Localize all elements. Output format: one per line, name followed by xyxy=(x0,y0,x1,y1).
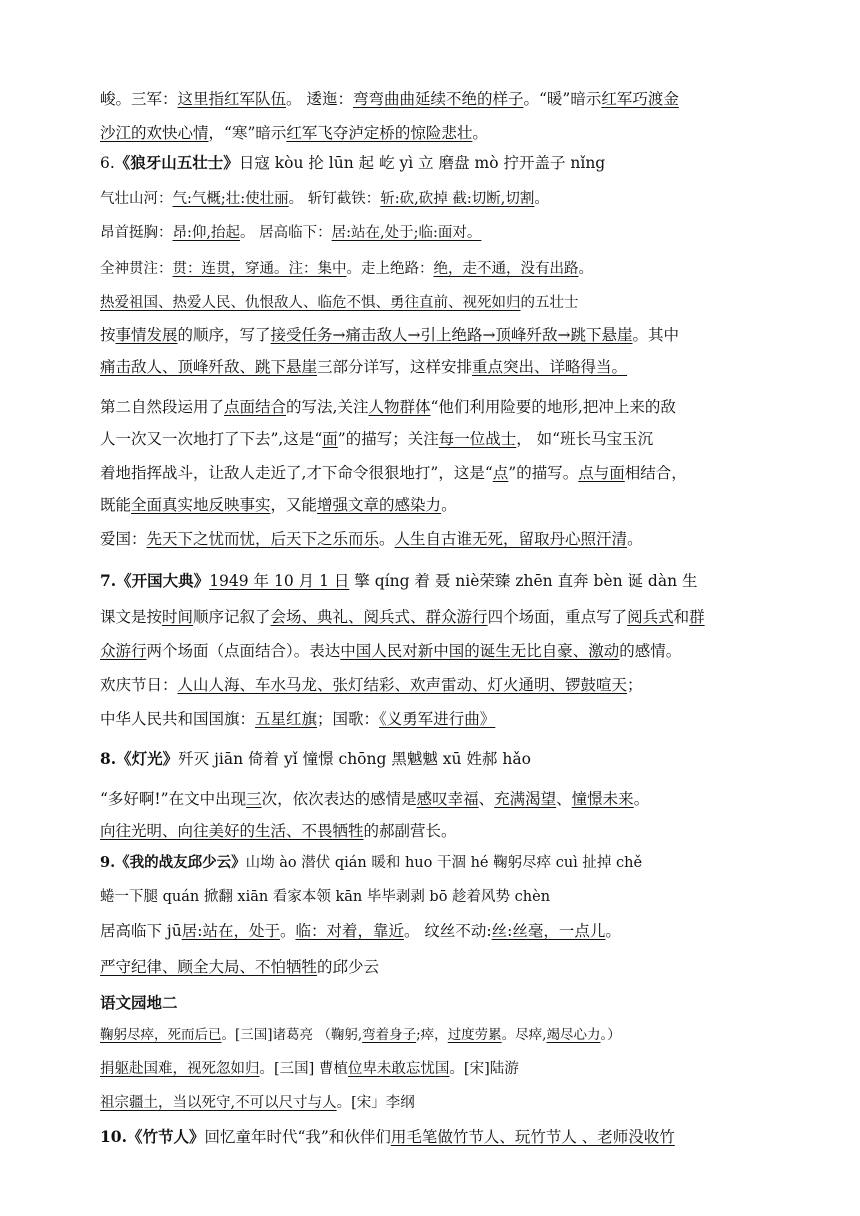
text-span: 。走上绝路： xyxy=(346,261,434,277)
underlined-text: 居:站在,处于;临:面对。 xyxy=(331,225,482,241)
text-span: 气壮山河： xyxy=(100,191,173,207)
underlined-text: 红军飞夺泸定桥的惊险悲壮 xyxy=(286,124,473,142)
text-line xyxy=(100,258,765,280)
text-span: 相结合， xyxy=(624,464,687,482)
text-line xyxy=(100,396,765,418)
text-span: 和 xyxy=(673,608,690,626)
text-line xyxy=(100,1058,765,1080)
heading-text: 10.《竹节人》 xyxy=(100,1127,205,1146)
text-span: 既能 xyxy=(100,496,132,514)
text-span: 。 xyxy=(627,530,643,548)
text-line xyxy=(100,122,765,144)
lesson-10-heading xyxy=(100,1126,765,1148)
text-line xyxy=(100,188,765,210)
underlined-text: 事情发展 xyxy=(115,326,178,344)
text-span: 。[宋]陆游 xyxy=(449,1061,519,1077)
lesson-6-heading xyxy=(100,152,765,174)
underlined-text: 居:站在，处于 xyxy=(181,922,280,940)
text-span: 。 居高临下： xyxy=(240,225,332,241)
underlined-text: 热爱祖国、热爱人民、仇恨敌人、临危不惧、勇往直前、视死如归 xyxy=(100,295,521,311)
underlined-text: 人生自古谁无死，留取丹心照汗清 xyxy=(394,530,628,548)
text-span: 居高临下 jū xyxy=(100,922,182,940)
text-line xyxy=(100,920,765,942)
underlined-text: 鞠躬尽瘁，死而后已 xyxy=(100,1027,222,1043)
text-span: ，“寒”暗示 xyxy=(208,124,287,142)
underlined-text: 向往光明、向往美好的生活、不畏牺牲 xyxy=(100,822,364,840)
underlined-text: 《义勇军进行曲》 xyxy=(379,710,496,728)
text-span: 回忆童年时代“我”和伙伴们 xyxy=(204,1128,391,1146)
underlined-text: 痛击敌人、顶峰歼敌、跳下悬崖 xyxy=(100,358,318,376)
underlined-text: 憧憬未来 xyxy=(571,790,634,808)
text-span: 三部分详写，这样安排 xyxy=(317,358,473,376)
underlined-text: 接受任务→痛击敌人→引上绝路→顶峰歼敌→跳下悬崖 xyxy=(270,326,633,344)
text-span: 次，依次表达的感情是 xyxy=(261,790,417,808)
text-span: 着地指挥战斗，让敌人走近了,才下命令很狠地打”，这是“ xyxy=(100,464,493,482)
text-line xyxy=(100,494,765,516)
text-line xyxy=(100,88,765,110)
underlined-text: 这里指红军队伍 xyxy=(177,90,287,108)
lesson-9-heading xyxy=(100,852,765,874)
underlined-text: 贯：连贯，穿通。注：集中 xyxy=(172,261,347,277)
text-span: 全神贯注： xyxy=(100,261,173,277)
underlined-text: 五星红旗 xyxy=(255,710,318,728)
text-span: ，又能 xyxy=(270,496,318,514)
heading-text: 语文园地二 xyxy=(100,993,178,1012)
text-span: 。其中 xyxy=(632,326,680,344)
text-span: 人一次又一次地打了下去”,这是“ xyxy=(100,430,323,448)
text-line xyxy=(100,820,765,842)
text-span: ”的描写。 xyxy=(508,464,579,482)
text-line xyxy=(100,640,765,662)
text-line xyxy=(100,788,765,810)
underlined-text: 丝:丝毫，一点儿 xyxy=(491,922,606,940)
text-line xyxy=(100,462,765,484)
text-span: 中华人民共和国国旗： xyxy=(100,710,256,728)
text-span: 峻。三军： xyxy=(100,90,178,108)
underlined-text: 重点突出、详略得当。 xyxy=(472,358,628,376)
text-line xyxy=(100,356,765,378)
underlined-text: 先天下之忧而忧，后天下之乐而乐 xyxy=(146,530,380,548)
underlined-text: 沙江的欢快心情 xyxy=(100,124,209,142)
text-line xyxy=(100,324,765,346)
text-span: 第二自然段运用了 xyxy=(100,398,225,416)
text-line xyxy=(100,674,765,696)
underlined-text: 临：对着，靠近 xyxy=(295,922,404,940)
text-span: 四个场面，重点写了 xyxy=(487,608,628,626)
underlined-text: 全面真实地反映事实 xyxy=(131,496,271,514)
text-span: 、 xyxy=(478,790,495,808)
underlined-text: 红军巧渡金 xyxy=(601,90,679,108)
text-span: ； xyxy=(627,676,643,694)
text-span: 爱国： xyxy=(100,530,147,548)
text-span: 。 xyxy=(379,530,395,548)
text-span: 。 xyxy=(472,124,488,142)
text-span: 山坳 ào 潜伏 qián 暖和 huo 干涸 hé 鞠躬尽瘁 cuì 扯掉 chě xyxy=(245,855,643,871)
text-span: 。[三国]诸葛亮 （鞠躬, xyxy=(221,1027,363,1043)
text-span: ;瘁， xyxy=(416,1027,448,1043)
underlined-text: 会场、典礼、阅兵式、群众游行 xyxy=(270,608,488,626)
text-line xyxy=(100,708,765,730)
underlined-text: 每一位战士 xyxy=(438,430,517,448)
text-span: 擎 qíng 着 聂 niè荣臻 zhēn 直奔 bèn 诞 dàn 生 xyxy=(349,572,698,590)
text-line xyxy=(100,292,765,314)
text-line xyxy=(100,956,765,978)
text-span: 。 xyxy=(441,496,457,514)
text-span: 的写法,关注 xyxy=(286,398,369,416)
text-span: 。 斩钉截铁： xyxy=(288,191,381,207)
underlined-text: 斩:砍,砍掉 截:切断,切割 xyxy=(380,191,535,207)
underlined-text: 点面结合 xyxy=(224,398,287,416)
underlined-text: 用毛笔做竹节人、玩竹节人 、老师没收竹 xyxy=(390,1128,675,1146)
underlined-text: 中国人民对新中国的诞生无比自豪、激动 xyxy=(340,642,620,660)
text-span: 。“暖”暗示 xyxy=(523,90,602,108)
lesson-8-heading xyxy=(100,748,765,770)
text-span: 的感情。 xyxy=(619,642,682,660)
text-span: “多好啊!”在文中出现 xyxy=(100,790,247,808)
text-span: 。尽瘁, xyxy=(501,1027,547,1043)
text-span: 。[三国] 曹植 xyxy=(259,1061,348,1077)
text-line xyxy=(100,528,765,550)
underlined-text: 群 xyxy=(689,608,705,626)
underlined-text: 气:气概;壮:使壮丽 xyxy=(172,191,289,207)
text-span: 6. xyxy=(100,154,115,172)
text-span: 、 xyxy=(556,790,572,808)
text-span: 的五壮士 xyxy=(520,295,579,311)
text-span: 的郝副营长。 xyxy=(363,822,457,840)
text-span: 欢庆节日： xyxy=(100,676,178,694)
underlined-text: 绝，走不通，没有出路 xyxy=(433,261,579,277)
underlined-text: 位卑未敢忘忧国 xyxy=(347,1061,450,1077)
text-span: “他们利用险要的地形,把冲上来的敌 xyxy=(430,398,676,416)
underlined-text: 充满渴望 xyxy=(494,790,557,808)
text-span: 。 xyxy=(605,922,621,940)
text-span: 的邱少云 xyxy=(317,958,380,976)
underlined-text: 弯弯曲曲延续不绝的样子 xyxy=(352,90,524,108)
text-span: 课文是按 xyxy=(100,608,163,626)
text-span: 。 纹丝不动: xyxy=(403,922,492,940)
text-span: ， 如“班长马宝玉沉 xyxy=(516,430,654,448)
underlined-text: 严守纪律、顾全大局、不怕牺牲 xyxy=(100,958,318,976)
underlined-text: 三 xyxy=(246,790,262,808)
underlined-text: 众游行 xyxy=(100,642,147,660)
underlined-text: 竭尽心力 xyxy=(546,1027,601,1043)
underlined-text: 捐躯赴国难，视死忽如归 xyxy=(100,1061,260,1077)
underlined-text: 点与面 xyxy=(578,464,625,482)
underlined-text: 昂:仰,抬起 xyxy=(172,225,240,241)
heading-text: 9.《我的战友邱少云》 xyxy=(100,854,246,871)
text-span: 。 xyxy=(534,191,549,207)
text-span: 。[宋」李纲 xyxy=(336,1095,415,1111)
text-line xyxy=(100,1092,765,1114)
underlined-text: 感叹幸福 xyxy=(416,790,479,808)
text-span: 蜷一下腿 quán 掀翻 xiān 看家本领 kān 毕毕剥剥 bō 趁着风势 chèn xyxy=(100,889,551,905)
underlined-text: 面 xyxy=(322,430,338,448)
underlined-text: 点 xyxy=(492,464,509,482)
underlined-text: 阅兵式 xyxy=(627,608,674,626)
underlined-text: 时间 xyxy=(162,608,194,626)
heading-text: 7.《开国大典》 xyxy=(100,571,210,590)
text-span: 歼灭 jiān 倚着 yǐ 憧憬 chōng 黑魆魆 xū 姓郝 hǎo xyxy=(178,750,531,768)
underlined-text: 人山人海、车水马龙、张灯结彩、欢声雷动、灯火通明、锣鼓喧天 xyxy=(177,676,628,694)
text-span: 。 xyxy=(633,790,650,808)
text-line xyxy=(100,428,765,450)
text-span: 日寇 kòu 抡 lūn 起 屹 yì 立 磨盘 mò 拧开盖子 nǐng xyxy=(238,154,606,172)
text-line xyxy=(100,222,765,244)
text-span: 按 xyxy=(100,326,116,344)
text-span: ”的描写；关注 xyxy=(337,430,439,448)
text-span: 。 xyxy=(279,922,296,940)
text-span: 昂首挺胸： xyxy=(100,225,173,241)
text-line xyxy=(100,606,765,628)
heading-text: 8.《灯光》 xyxy=(100,749,179,768)
underlined-text: 过度劳累 xyxy=(447,1027,502,1043)
text-span: ；国歌： xyxy=(317,710,380,728)
underlined-text: 1949 年 10 月 1 日 xyxy=(209,572,350,590)
text-span: 顺序记叙了 xyxy=(193,608,271,626)
text-span: 。） xyxy=(600,1027,621,1043)
heading-text: 《狼牙山五壮士》 xyxy=(114,153,239,172)
underlined-text: 弯着身子 xyxy=(362,1027,417,1043)
text-span: 。 xyxy=(578,261,593,277)
text-line xyxy=(100,1024,765,1046)
text-span: 。 逶迤： xyxy=(286,90,353,108)
section-heading-yuwen-yuandi xyxy=(100,992,765,1014)
underlined-text: 增强文章的感染力 xyxy=(317,496,442,514)
text-span: 两个场面（点面结合）。表达 xyxy=(146,642,341,660)
lesson-7-heading xyxy=(100,570,765,592)
underlined-text: 祖宗疆土，当以死守,不可以尺寸与人 xyxy=(100,1095,337,1111)
text-line xyxy=(100,886,765,908)
underlined-text: 人物群体 xyxy=(368,398,431,416)
text-span: 的顺序，写了 xyxy=(177,326,271,344)
